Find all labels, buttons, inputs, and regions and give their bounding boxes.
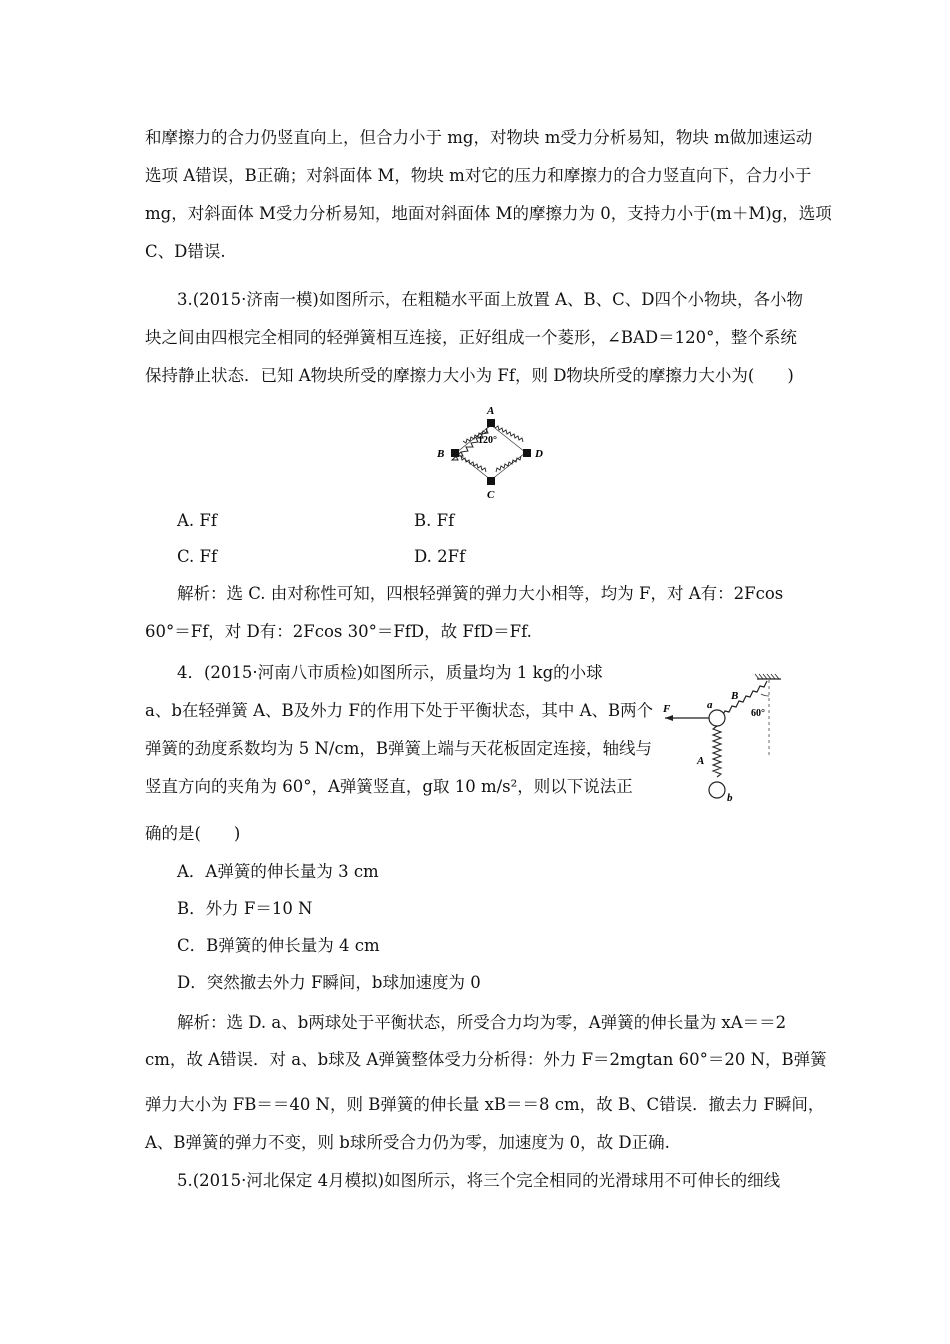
question-3-solution: 60°＝Ff，对 D有：2Fcos 30°＝FfD，故 FfD＝Ff. <box>145 622 532 641</box>
option-d[interactable]: D. 2Ff <box>414 547 466 566</box>
label-a: A <box>487 405 495 417</box>
label-spring-a: A <box>697 755 705 767</box>
question-3-stem: 3.(2015·济南一模)如图所示，在粗糙水平面上放置 A、B、C、D四个小物块，各小物 <box>177 290 803 309</box>
question-4-stem: 弹簧的劲度系数均为 5 N/cm，B弹簧上端与天花板固定连接，轴线与 <box>145 739 652 758</box>
option-b[interactable]: B. Ff <box>414 511 455 530</box>
block-c <box>487 477 495 485</box>
rhombus-spring-figure <box>425 402 555 502</box>
question-4-stem: a、b在轻弹簧 A、B及外力 F的作用下处于平衡状态，其中 A、B两个 <box>145 701 654 720</box>
question-4-stem: 4．(2015·河南八市质检)如图所示，质量均为 1 kg的小球 <box>177 663 603 682</box>
spring-a <box>713 726 721 777</box>
question-4-solution: 弹力大小为 FB＝＝40 N，则 B弹簧的伸长量 xB＝＝8 cm，故 B、C错误．撤去力 F瞬间， <box>145 1095 825 1114</box>
label-force-f: F <box>663 703 671 715</box>
question-3-stem: 块之间由四根完全相同的轻弹簧相互连接，正好组成一个菱形，∠BAD＝120°，整个系统 <box>145 328 797 347</box>
block-a <box>487 419 495 427</box>
text-line: 选项 A错误，B正确；对斜面体 M，物块 m对它的压力和摩擦力的合力竖直向下，合力小于 <box>145 166 812 185</box>
option-a[interactable]: A．A弹簧的伸长量为 3 cm <box>177 862 379 881</box>
spring-ball-figure <box>655 672 785 807</box>
angle-label: 120° <box>478 435 497 446</box>
question-4-stem: 确的是( ) <box>145 824 241 843</box>
label-b: B <box>437 448 445 460</box>
question-4-stem: 竖直方向的夹角为 60°，A弹簧竖直，g取 10 m/s²，则以下说法正 <box>145 777 633 796</box>
option-c[interactable]: C. Ff <box>177 547 218 566</box>
question-4-solution: A、B弹簧的弹力不变，则 b球所受合力仍为零，加速度为 0，故 D正确. <box>145 1133 670 1152</box>
label-ball-b: b <box>727 792 733 804</box>
block-d <box>523 449 531 457</box>
question-3-stem: 保持静止状态．已知 A物块所受的摩擦力大小为 Ff，则 D物块所受的摩擦力大小为( ) <box>145 366 794 385</box>
block-b <box>451 449 459 457</box>
text-line: 和摩擦力的合力仍竖直向上，但合力小于 mg，对物块 m受力分析易知，物块 m做加速运动 <box>145 128 813 147</box>
question-3-solution: 解析：选 C. 由对称性可知，四根轻弹簧的弹力大小相等，均为 F，对 A有：2Fcos <box>177 584 784 603</box>
text-line: C、D错误. <box>145 242 226 261</box>
option-b[interactable]: B．外力 F＝10 N <box>177 899 313 918</box>
option-a[interactable]: A. Ff <box>177 511 217 530</box>
label-d: D <box>535 448 543 460</box>
label-c: C <box>487 489 495 501</box>
ball-a <box>709 710 725 726</box>
option-d[interactable]: D．突然撤去外力 F瞬间，b球加速度为 0 <box>177 973 481 992</box>
label-spring-b: B <box>731 690 739 702</box>
spring-cd <box>496 456 521 472</box>
question-4-solution: cm，故 A错误．对 a、b球及 A弹簧整体受力分析得：外力 F＝2mgtan 60°＝20 N，B弹簧 <box>145 1050 827 1069</box>
angle-label: 60° <box>751 708 765 719</box>
question-5-stem: 5.(2015·河北保定 4月模拟)如图所示，将三个完全相同的光滑球用不可伸长的细线 <box>177 1171 781 1190</box>
label-ball-a: a <box>707 699 713 711</box>
text-line: mg，对斜面体 M受力分析易知，地面对斜面体 M的摩擦力为 0，支持力小于(m＋M)g，选项 <box>145 204 832 223</box>
question-4-solution: 解析：选 D. a、b两球处于平衡状态，所受合力均为零，A弹簧的伸长量为 xA＝＝2 <box>177 1013 787 1032</box>
spring-bc <box>461 456 486 472</box>
option-c[interactable]: C．B弹簧的伸长量为 4 cm <box>177 936 380 955</box>
ball-b <box>709 782 725 798</box>
